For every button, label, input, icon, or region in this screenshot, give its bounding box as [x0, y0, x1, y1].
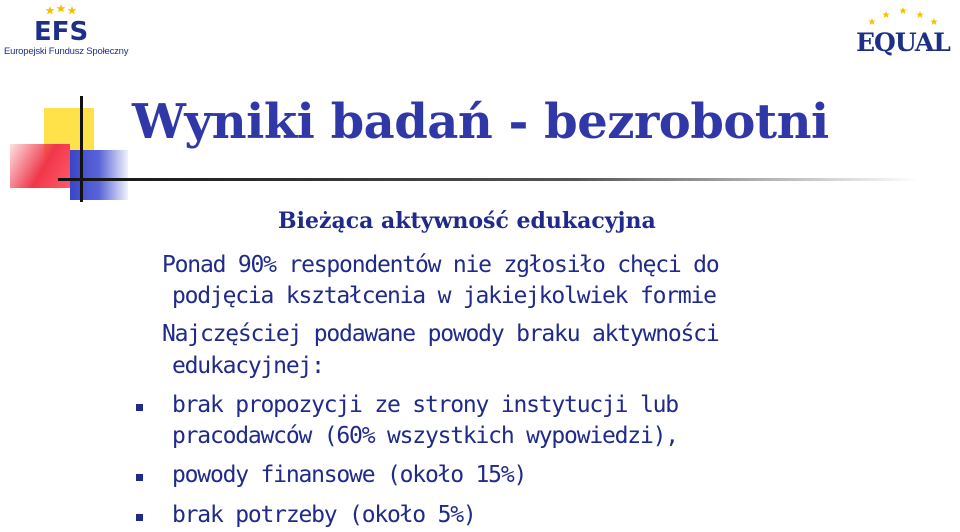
slide-title: Wyniki badań - bezrobotni — [132, 94, 829, 150]
para1-line1: Ponad 90% respondentów nie zgłosiło chęci do — [162, 252, 719, 278]
equal-logo — [848, 2, 956, 58]
slide-subtitle: Bieżąca aktywność edukacyjna — [278, 208, 656, 234]
efs-logo — [4, 4, 129, 60]
bullet-square-icon — [136, 514, 143, 521]
bullet-1-line2: pracodawców (60% wszystkich wypowiedzi), — [172, 423, 678, 449]
equal-text: EQUAL — [856, 28, 950, 57]
bullet-2-line1: powody finansowe (około 15%) — [172, 462, 527, 488]
efs-stars-icon — [30, 4, 92, 44]
vertical-rule — [80, 96, 83, 202]
deco-blue-square — [70, 150, 128, 200]
bullet-1-line1: brak propozycji ze strony instytucji lub — [172, 392, 678, 418]
bullet-square-icon — [136, 404, 143, 411]
bullet-square-icon — [136, 474, 143, 481]
bullet-3-line1: brak potrzeby (około 5%) — [172, 502, 476, 528]
para1-line2: podjęcia kształcenia w jakiejkolwiek formie — [172, 283, 716, 309]
svg-text:EFS: EFS — [34, 17, 89, 44]
para2-line1: Najczęściej podawane powody braku aktywności — [162, 321, 719, 347]
efs-caption: Europejski Fundusz Społeczny — [4, 46, 129, 57]
para2-line2: edukacyjnej: — [172, 353, 324, 379]
title-underline — [58, 178, 918, 181]
deco-red-square — [10, 144, 70, 188]
